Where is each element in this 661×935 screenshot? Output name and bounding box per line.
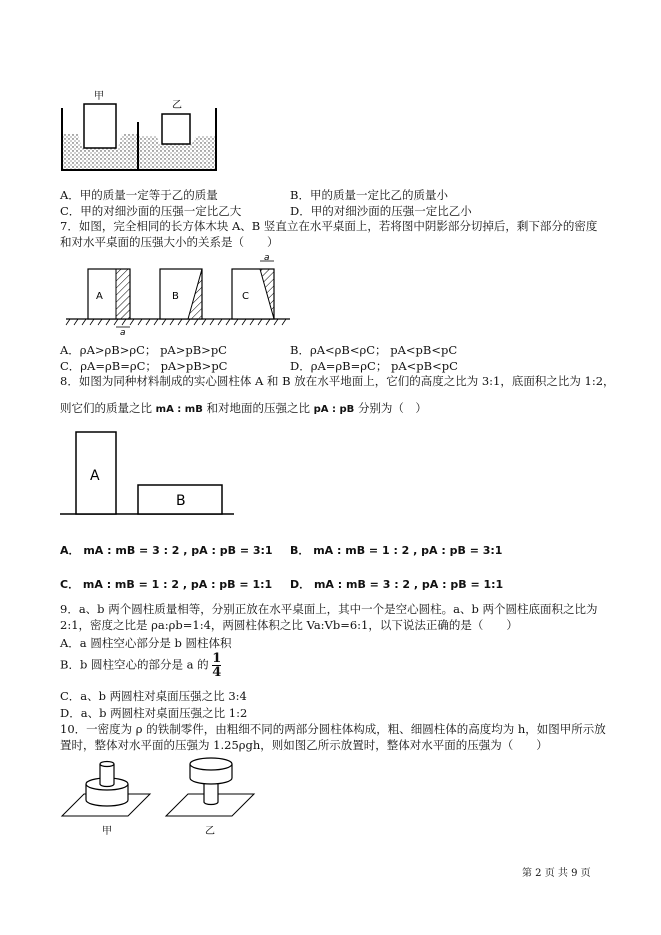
q8-option-d: D． mA : mB = 3 : 2 , pA : pB = 1:1 <box>290 578 504 591</box>
q9-stem-line1: 9．a、b 两个圆柱质量相等，分别正放在水平桌面上，其中一个是空心圆柱。a、b 两个圆柱底面积之比为 <box>60 602 598 616</box>
label-yi: 乙 <box>172 100 182 111</box>
q10-stem-line2: 置时，整体对水平面的压强为 1.25ρgh，则如图乙所示放置时，整体对水平面的压强为（ ） <box>60 738 548 752</box>
fraction-one-quarter: $\frac{1}{4}$ <box>212 651 222 680</box>
svg-text:B: B <box>172 291 179 302</box>
block-jia <box>84 104 116 148</box>
label-jia: 甲 <box>94 91 104 102</box>
q7-option-b: B．ρA<ρB<ρC； pA<pB<pC <box>290 343 458 357</box>
q8-option-c: C． mA : mB = 1 : 2 , pA : pB = 1:1 <box>60 578 273 591</box>
q7-stem-line2: 和对水平桌面的压强大小的关系是（ ） <box>60 235 279 249</box>
q8-stem-line1: 8．如图为同种材料制成的实心圆柱体 A 和 B 放在水平地面上，它们的高度之比为 3:1，底面积之比为 1:2， <box>60 374 615 388</box>
page-footer: 第 2 页 共 9 页 <box>522 868 591 879</box>
block-yi <box>162 114 190 144</box>
figure-wood-blocks <box>64 255 294 337</box>
svg-text:A: A <box>90 468 100 484</box>
svg-text:a: a <box>120 328 126 337</box>
figure-cylinders-ab <box>58 428 238 520</box>
q9-option-a: A．a 圆柱空心部分是 b 圆柱体积 <box>60 636 232 650</box>
q8-stem-line2: 则它们的质量之比 mA : mB 和对地面的压强之比 pA : pB 分别为（ ） <box>60 401 427 415</box>
q6-option-d: D．甲的对细沙面的压强一定比乙小 <box>290 204 472 218</box>
svg-text:a: a <box>264 255 270 263</box>
svg-text:C: C <box>242 291 249 302</box>
q9-option-b: B．b 圆柱空心的部分是 a 的 $\frac{1}{4}$ <box>60 651 222 680</box>
q9-option-c: C．a、b 两圆柱对桌面压强之比 3:4 <box>60 689 247 703</box>
q9-stem-line2: 2:1，密度之比是 ρa:ρb=1:4，两圆柱体积之比 Va:Vb=6:1，以下说法正确的是（ ） <box>60 618 518 632</box>
q6-option-c: C．甲的对细沙面的压强一定比乙大 <box>60 204 242 218</box>
q9-option-d: D．a、b 两圆柱对桌面压强之比 1:2 <box>60 706 248 720</box>
q6-option-a: A．甲的质量一定等于乙的质量 <box>60 188 218 202</box>
svg-text:A: A <box>96 291 103 302</box>
q8-option-a: A． mA : mB = 3 : 2 , pA : pB = 3:1 <box>60 544 273 557</box>
q6-option-b: B．甲的质量一定比乙的质量小 <box>290 188 448 202</box>
q7-stem-line1: 7．如图，完全相同的长方体木块 A、B 竖直立在水平桌面上，若将图中阴影部分切掉后，剩下部分的密度 <box>60 219 598 233</box>
figure-sand-tanks <box>56 86 226 176</box>
q8-option-b: B． mA : mB = 1 : 2 , pA : pB = 3:1 <box>290 544 503 557</box>
svg-text:甲: 甲 <box>102 826 112 837</box>
q10-stem-line1: 10．一密度为 ρ 的铁制零件，由粗细不同的两部分圆柱体构成，粗、细圆柱体的高度均为 h，如图甲所示放 <box>60 722 606 736</box>
svg-text:B: B <box>176 493 186 509</box>
q7-option-c: C．ρA=ρB=ρC； pA>pB>pC <box>60 359 228 373</box>
svg-text:乙: 乙 <box>205 826 215 837</box>
q7-option-d: D．ρA=ρB=ρC； pA<pB<pC <box>290 359 458 373</box>
figure-iron-parts <box>60 756 260 840</box>
q7-option-a: A．ρA>ρB>ρC； pA>pB>pC <box>60 343 227 357</box>
